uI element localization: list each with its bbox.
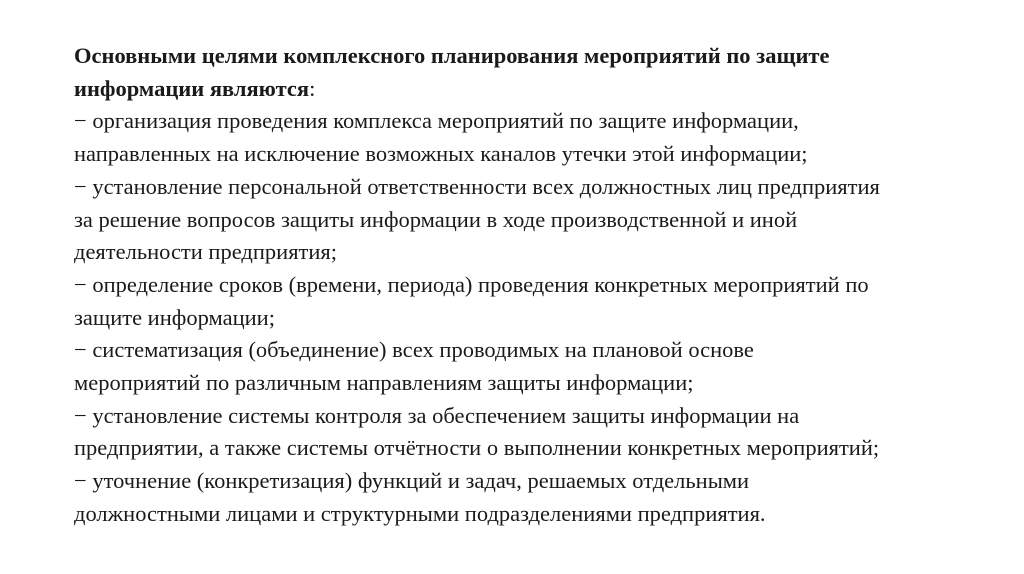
text-line: − определение сроков (времени, периода) проведения конкретных мероприятий по	[74, 271, 869, 297]
text-line: − установление персональной ответственности всех должностных лиц предприятия	[74, 173, 880, 199]
heading-line-2	[74, 73, 1004, 106]
text-line: предприятии, а также системы отчётности о выполнении конкретных мероприятий;	[74, 435, 880, 461]
text-line: направленных на исключение возможных каналов утечки этой информации;	[74, 141, 808, 167]
text-line: защите информации;	[74, 304, 275, 330]
text-line: за решение вопросов защиты информации в ходе производственной и иной	[74, 206, 798, 232]
heading-line-2-bold: информации являются	[74, 75, 310, 101]
heading-line-1: Основными целями комплексного планирования мероприятий по защите	[74, 43, 830, 68]
text-line: − систематизация (объединение) всех проводимых на плановой основе	[74, 337, 754, 363]
text-line: деятельности предприятия;	[74, 239, 338, 265]
text-line: − организация проведения комплекса мероприятий по защите информации,	[74, 108, 799, 134]
slide-text	[74, 40, 1004, 531]
text-line: должностными лицами и структурными подразделениями предприятия.	[74, 500, 766, 526]
text-line: − уточнение (конкретизация) функций и задач, решаемых отдельными	[74, 468, 750, 494]
text-line: − установление системы контроля за обеспечением защиты информации на	[74, 402, 800, 428]
text-line: мероприятий по различным направлениям защиты информации;	[74, 370, 694, 396]
heading-colon: :	[309, 75, 316, 101]
